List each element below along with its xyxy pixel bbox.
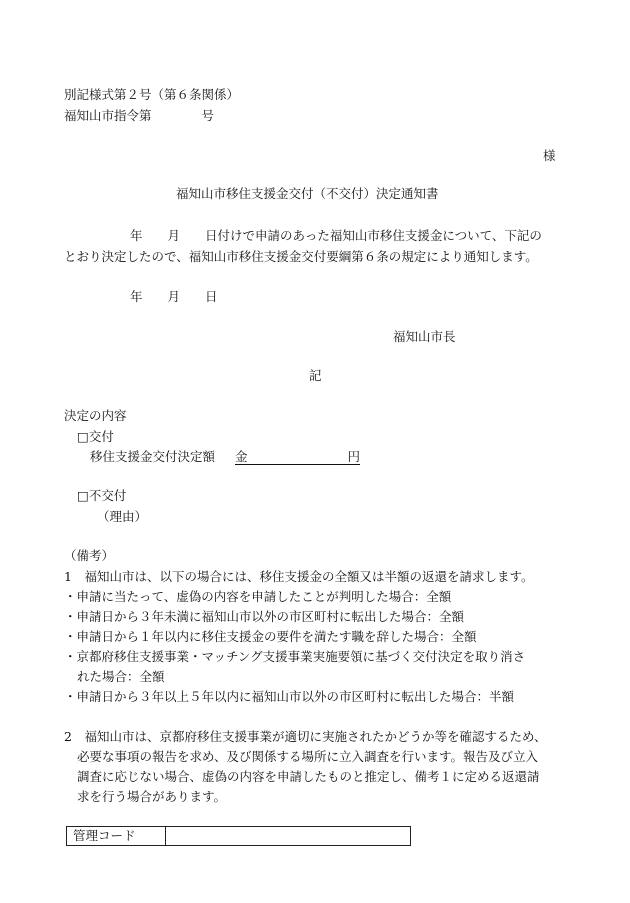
remark-bullet: ・申請日から１年以内に移住支援金の要件を満たす職を辞した場合：全額 [64,629,477,644]
document-title: 福知山市移住支援金交付（不交付）決定通知書 [176,186,439,201]
nongrant-checkbox[interactable]: □ [77,488,89,503]
amount-value: 金 円 [234,449,360,464]
remark-bullet: ・京都府移住支援事業・マッチング支援事業実施要領に基づく交付決定を取り消さ [64,649,526,664]
remarks-heading: （備考） [64,548,115,563]
form-number: 別記様式第２号（第６条関係） [64,87,240,102]
management-code-field[interactable] [166,827,411,846]
nongrant-option [77,490,126,503]
amount-row [90,451,360,464]
remark-bullet-continued: れた場合：全額 [77,669,165,684]
grant-checkbox[interactable]: □ [77,429,89,444]
amount-label: 移住支援金交付決定額 [90,449,216,464]
remark-item-2-line: 2 福知山市は、京都府移住支援事業が適切に実施されたかどうか等を確認するため、 [64,729,547,744]
remark-item-2-line: 求を行う場合があります。 [77,789,227,804]
directive-number: 福知山市指令第 号 [64,108,215,123]
issue-date: 年 月 日 [130,289,218,304]
intro-line-1: 年 月 日付けで申請のあった福知山市移住支援金について、下記の [130,228,542,243]
reason-label: （理由） [97,509,148,524]
remark-bullet: ・申請日から３年以上５年以内に福知山市以外の市区町村に転出した場合：半額 [64,689,515,704]
intro-line-2: とおり決定したので、福知山市移住支援金交付要綱第６条の規定により通知します。 [64,249,538,264]
remark-item-2-line: 必要な事項の報告を求め、及び関係する場所に立入調査を行います。報告及び立入 [77,749,539,764]
issuer: 福知山市長 [393,329,456,344]
nongrant-label: 不交付 [88,488,127,503]
grant-label: 交付 [88,429,114,444]
addressee-suffix: 様 [543,148,556,163]
remark-bullet: ・申請日から３年未満に福知山市以外の市区町村に転出した場合：全額 [64,609,465,624]
decision-heading: 決定の内容 [64,408,127,423]
remark-item-1: 1 福知山市は、以下の場合には、移住支援金の全額又は半額の返還を請求します。 [64,569,534,584]
management-code-label: 管理コード [67,827,166,846]
remark-bullet: ・申請に当たって、虚偽の内容を申請したことが判明した場合：全額 [64,589,452,604]
ki-heading: 記 [309,368,322,383]
grant-option [77,431,114,444]
remark-item-2-line: 調査に応じない場合、虚偽の内容を申請したものと推定し、備考１に定める返還請 [77,769,540,784]
management-code-table [66,826,411,846]
